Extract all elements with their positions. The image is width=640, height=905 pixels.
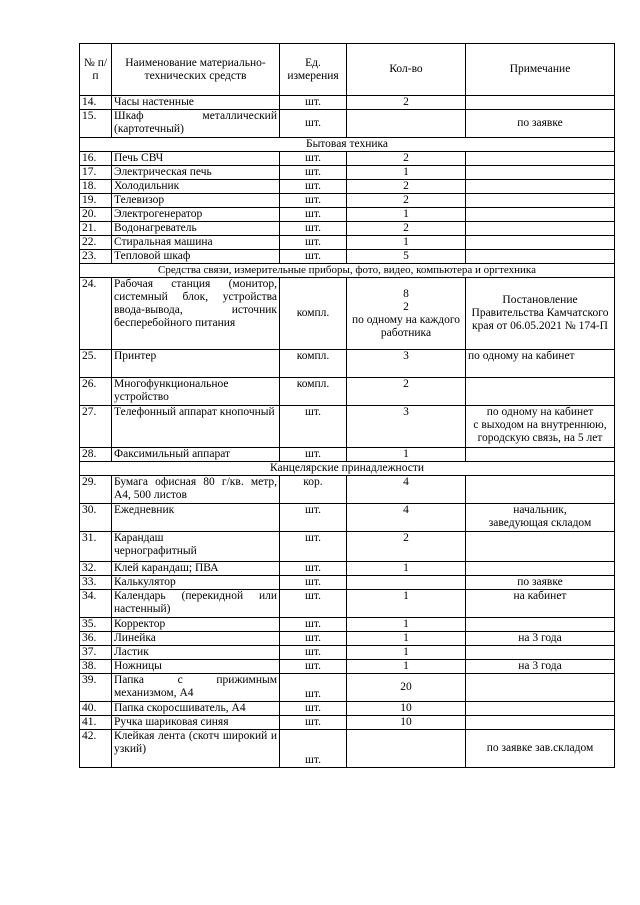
row-num: 36. (80, 632, 112, 646)
row-qty (347, 278, 466, 350)
table-row (80, 730, 615, 768)
row-qty: 2 (347, 194, 466, 208)
row-note (466, 236, 615, 250)
row-unit: шт. (280, 618, 347, 632)
table-row (80, 618, 615, 632)
table-row (80, 674, 615, 702)
row-num: 14. (80, 96, 112, 110)
row-name: Принтер (112, 350, 280, 378)
table-row (80, 110, 615, 138)
row-qty: 2 (347, 532, 466, 562)
row-name: Водонагреватель (112, 222, 280, 236)
table-row (80, 180, 615, 194)
row-num: 17. (80, 166, 112, 180)
row-name: Клей карандаш; ПВА (112, 562, 280, 576)
table-row (80, 576, 615, 590)
row-unit: компл. (280, 278, 347, 350)
row-name: Электрогенератор (112, 208, 280, 222)
row-name: Факсимильный аппарат (112, 448, 280, 462)
row-qty: 2 (347, 96, 466, 110)
row-name: Ластик (112, 646, 280, 660)
row-num: 29. (80, 476, 112, 504)
materials-table (79, 43, 615, 768)
row-qty: 1 (347, 618, 466, 632)
table-row (80, 532, 615, 562)
row-unit: шт. (280, 674, 347, 702)
row-num: 31. (80, 532, 112, 562)
row-note (466, 646, 615, 660)
row-unit: шт. (280, 194, 347, 208)
table-row (80, 646, 615, 660)
table-row (80, 166, 615, 180)
row-name: Телевизор (112, 194, 280, 208)
section-title-household: Бытовая техника (80, 138, 615, 152)
row-name: Папка с прижимным механизмом, А4 (112, 674, 280, 702)
row-note (466, 378, 615, 406)
row-num: 19. (80, 194, 112, 208)
table-row (80, 152, 615, 166)
qty-line-1: 8 (403, 287, 409, 300)
row-note (466, 702, 615, 716)
row-note (466, 448, 615, 462)
row-name: Стиральная машина (112, 236, 280, 250)
section-title-comms: Средства связи, измерительные приборы, фото, видео, компьютера и оргтехника (80, 264, 615, 278)
row-name: Холодильник (112, 180, 280, 194)
row-num: 35. (80, 618, 112, 632)
section-row (80, 462, 615, 476)
row-num: 33. (80, 576, 112, 590)
row-note: по заявке (466, 576, 615, 590)
row-name: Многофункциональное устройство (112, 378, 280, 406)
row-qty: 10 (347, 702, 466, 716)
table-row (80, 236, 615, 250)
header-note: Примечание (466, 44, 615, 96)
row-qty: 1 (347, 236, 466, 250)
row-num: 16. (80, 152, 112, 166)
row-name: Клейкая лента (скотч широкий и узкий) (112, 730, 280, 768)
table-row (80, 476, 615, 504)
row-qty: 1 (347, 208, 466, 222)
row-num: 40. (80, 702, 112, 716)
row-unit: шт. (280, 532, 347, 562)
row-qty: 1 (347, 646, 466, 660)
row-unit: компл. (280, 378, 347, 406)
row-num: 20. (80, 208, 112, 222)
row-name: Телефонный аппарат кнопочный (112, 406, 280, 448)
row-unit: шт. (280, 250, 347, 264)
row-name: Карандаш чернографитный (112, 532, 280, 562)
row-unit: шт. (280, 702, 347, 716)
row-note (466, 152, 615, 166)
row-unit: кор. (280, 476, 347, 504)
row-num: 30. (80, 504, 112, 532)
row-note (466, 194, 615, 208)
row-qty: 1 (347, 590, 466, 618)
row-unit: шт. (280, 504, 347, 532)
note-line-1: начальник, (513, 504, 567, 516)
row-unit: шт. (280, 110, 347, 138)
row-name: Печь СВЧ (112, 152, 280, 166)
row-note (466, 96, 615, 110)
row-unit: шт. (280, 590, 347, 618)
row-num: 38. (80, 660, 112, 674)
section-row (80, 138, 615, 152)
table-row (80, 660, 615, 674)
row-qty: 3 (347, 350, 466, 378)
row-note: по заявке (466, 110, 615, 138)
row-qty: 3 (347, 406, 466, 448)
row-note (466, 562, 615, 576)
row-unit: компл. (280, 350, 347, 378)
row-num: 39. (80, 674, 112, 702)
row-note (466, 250, 615, 264)
row-num: 22. (80, 236, 112, 250)
row-qty: 20 (347, 674, 466, 702)
row-name: Линейка (112, 632, 280, 646)
row-name: Калькулятор (112, 576, 280, 590)
row-unit: шт. (280, 448, 347, 462)
table-header-row (80, 44, 615, 96)
row-note (466, 716, 615, 730)
table-row (80, 378, 615, 406)
row-unit: шт. (280, 632, 347, 646)
table-row (80, 716, 615, 730)
row-unit: шт. (280, 660, 347, 674)
row-num: 27. (80, 406, 112, 448)
table-row (80, 250, 615, 264)
row-num: 21. (80, 222, 112, 236)
row-note (466, 618, 615, 632)
row-num: 41. (80, 716, 112, 730)
row-name: Корректор (112, 618, 280, 632)
qty-line-2: 2 (403, 300, 409, 313)
row-unit: шт. (280, 646, 347, 660)
row-note (466, 166, 615, 180)
row-qty: 1 (347, 632, 466, 646)
row-qty: 2 (347, 222, 466, 236)
note-line-2: с выходом на внутреннюю, городскую связь, на 5 лет (473, 419, 607, 444)
table-row (80, 590, 615, 618)
row-num: 34. (80, 590, 112, 618)
row-name: Бумага офисная 80 г/кв. метр, А4, 500 листов (112, 476, 280, 504)
row-unit: шт. (280, 716, 347, 730)
row-unit: шт. (280, 576, 347, 590)
row-unit: шт. (280, 208, 347, 222)
section-title-office: Канцелярские принадлежности (80, 462, 615, 476)
row-note: на кабинет (466, 590, 615, 618)
table-row (80, 278, 615, 350)
row-qty: 2 (347, 180, 466, 194)
header-name: Наименование материально-технических средств (112, 44, 280, 96)
row-num: 25. (80, 350, 112, 378)
row-num: 42. (80, 730, 112, 768)
row-name: Ножницы (112, 660, 280, 674)
row-qty: 2 (347, 378, 466, 406)
row-unit: шт. (280, 562, 347, 576)
row-note: по одному на кабинет (466, 350, 615, 378)
row-name: Тепловой шкаф (112, 250, 280, 264)
row-note (466, 222, 615, 236)
row-name: Рабочая станция (монитор, системный блок, устройства ввода-вывода, источник бесперебойного питания (112, 278, 280, 350)
row-unit: шт. (280, 96, 347, 110)
qty-line-3: по одному на каждого работника (351, 313, 460, 339)
row-num: 32. (80, 562, 112, 576)
header-qty: Кол-во (347, 44, 466, 96)
row-note (466, 476, 615, 504)
row-note (466, 406, 615, 448)
row-unit: шт. (280, 180, 347, 194)
note-line-1: по одному на кабинет (486, 406, 594, 418)
row-num: 15. (80, 110, 112, 138)
table-row (80, 208, 615, 222)
table-row (80, 350, 615, 378)
row-num: 37. (80, 646, 112, 660)
row-unit: шт. (280, 166, 347, 180)
table-row (80, 406, 615, 448)
row-name: Электрическая печь (112, 166, 280, 180)
table-row (80, 702, 615, 716)
row-num: 28. (80, 448, 112, 462)
row-unit: шт. (280, 152, 347, 166)
row-unit: шт. (280, 222, 347, 236)
note-line-2: заведующая складом (488, 517, 592, 529)
table-row (80, 194, 615, 208)
row-name: Ручка шариковая синяя (112, 716, 280, 730)
row-num: 24. (80, 278, 112, 350)
row-unit: шт. (280, 406, 347, 448)
row-qty: 5 (347, 250, 466, 264)
row-unit: шт. (280, 236, 347, 250)
row-num: 18. (80, 180, 112, 194)
row-name: Календарь (перекидной или настенный) (112, 590, 280, 618)
row-note (466, 208, 615, 222)
table-row (80, 96, 615, 110)
row-qty (347, 110, 466, 138)
header-num: № п/п (80, 44, 112, 96)
row-name: Папка скоросшиватель, А4 (112, 702, 280, 716)
table-row (80, 562, 615, 576)
row-note: на 3 года (466, 632, 615, 646)
row-qty: 1 (347, 448, 466, 462)
row-unit: шт. (280, 730, 347, 768)
row-note: на 3 года (466, 660, 615, 674)
row-num: 23. (80, 250, 112, 264)
row-num: 26. (80, 378, 112, 406)
row-name: Часы настенные (112, 96, 280, 110)
table-row (80, 448, 615, 462)
row-name: Ежедневник (112, 504, 280, 532)
row-qty: 4 (347, 504, 466, 532)
row-name: Шкаф металлический (картотечный) (112, 110, 280, 138)
row-qty: 1 (347, 166, 466, 180)
row-note (466, 504, 615, 532)
row-qty: 4 (347, 476, 466, 504)
row-qty (347, 730, 466, 768)
row-qty: 1 (347, 562, 466, 576)
row-note (466, 674, 615, 702)
table-row (80, 222, 615, 236)
row-note (466, 180, 615, 194)
row-note: Постановление Правительства Камчатского края от 06.05.2021 № 174-П (466, 278, 615, 350)
row-note: по заявке зав.складом (466, 730, 615, 768)
row-qty: 10 (347, 716, 466, 730)
row-qty: 2 (347, 152, 466, 166)
table-row (80, 632, 615, 646)
section-row (80, 264, 615, 278)
row-note (466, 532, 615, 562)
row-qty (347, 576, 466, 590)
table-row (80, 504, 615, 532)
header-unit: Ед. измерения (280, 44, 347, 96)
row-qty: 1 (347, 660, 466, 674)
